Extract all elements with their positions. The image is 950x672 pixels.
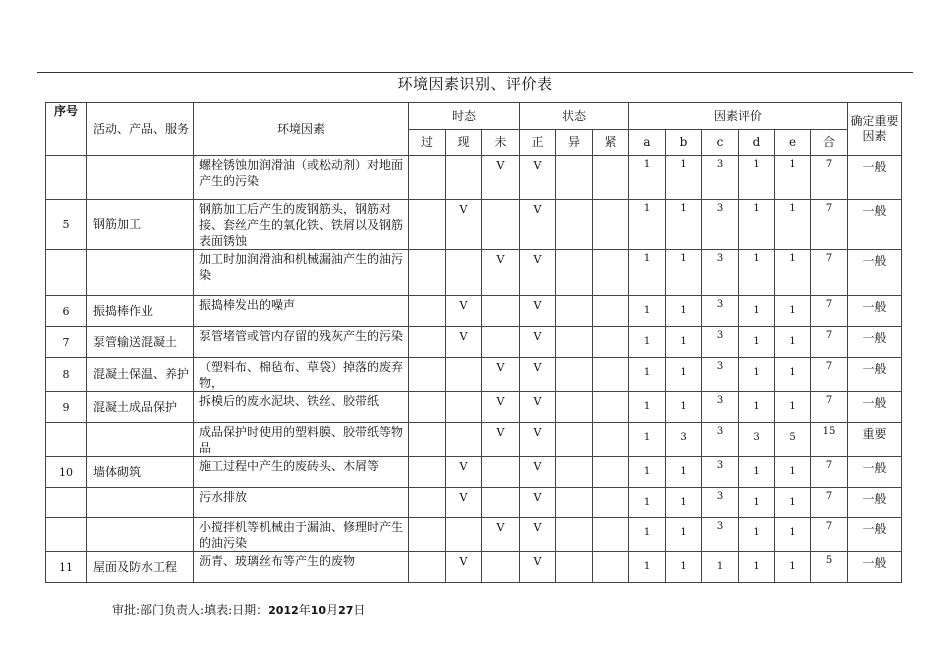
row-future: [482, 200, 520, 250]
table-row: [46, 392, 902, 423]
row-seq: [46, 423, 87, 457]
row-result: 一般: [848, 518, 902, 552]
row-normal: V: [520, 327, 556, 358]
row-result: 一般: [848, 200, 902, 250]
row-future: V: [482, 358, 520, 392]
header-state-abnormal: 异: [556, 130, 593, 156]
header-activity: 活动、产品、服务: [87, 103, 194, 156]
row-score-d: 1: [739, 296, 775, 327]
table-row: [46, 488, 902, 518]
row-abnormal: [556, 518, 593, 552]
row-activity: 钢筋加工: [87, 200, 194, 250]
row-result: 重要: [848, 423, 902, 457]
row-score-a: 1: [629, 423, 666, 457]
row-score-e: 1: [775, 250, 811, 296]
row-emergency: [593, 392, 629, 423]
footer-month: 10: [310, 604, 327, 617]
row-emergency: [593, 200, 629, 250]
row-future: [482, 552, 520, 583]
row-future: V: [482, 250, 520, 296]
row-emergency: [593, 552, 629, 583]
row-result: 一般: [848, 296, 902, 327]
row-seq: [46, 250, 87, 296]
row-abnormal: [556, 392, 593, 423]
row-seq: [46, 488, 87, 518]
row-score-total: 7: [811, 200, 848, 250]
row-present: V: [446, 488, 482, 518]
row-present: V: [446, 457, 482, 488]
row-score-c: 3: [702, 392, 739, 423]
row-normal: V: [520, 518, 556, 552]
row-past: [409, 296, 446, 327]
header-eval-b: b: [666, 130, 702, 156]
row-past: [409, 423, 446, 457]
row-score-d: 1: [739, 200, 775, 250]
table-row: [46, 423, 902, 457]
row-score-a: 1: [629, 358, 666, 392]
row-abnormal: [556, 156, 593, 200]
row-activity: 泵管输送混凝土: [87, 327, 194, 358]
row-present: [446, 250, 482, 296]
row-activity: 混凝土保温、养护: [87, 358, 194, 392]
table-row: [46, 200, 902, 250]
row-abnormal: [556, 552, 593, 583]
row-score-total: 7: [811, 488, 848, 518]
table-row: [46, 457, 902, 488]
row-score-d: 1: [739, 156, 775, 200]
row-factor: 小搅拌机等机械由于漏油、修理时产生的油污染: [194, 518, 409, 552]
row-score-c: 1: [702, 552, 739, 583]
row-score-b: 1: [666, 296, 702, 327]
row-activity: [87, 423, 194, 457]
row-score-c: 3: [702, 423, 739, 457]
row-score-b: 1: [666, 457, 702, 488]
row-abnormal: [556, 200, 593, 250]
footer: [112, 601, 365, 618]
header-eval-d: d: [739, 130, 775, 156]
header-importance: 确定重要因素: [848, 103, 902, 156]
row-abnormal: [556, 250, 593, 296]
row-score-total: 15: [811, 423, 848, 457]
row-past: [409, 392, 446, 423]
row-factor: 钢筋加工后产生的废钢筋头，钢筋对接、套丝产生的氧化铁、铁屑以及钢筋表面锈蚀: [194, 200, 409, 250]
row-score-a: 1: [629, 488, 666, 518]
row-score-d: 3: [739, 423, 775, 457]
row-score-e: 1: [775, 296, 811, 327]
row-score-b: 1: [666, 358, 702, 392]
row-score-a: 1: [629, 552, 666, 583]
header-tense-past: 过: [409, 130, 446, 156]
row-score-e: 1: [775, 200, 811, 250]
row-past: [409, 327, 446, 358]
row-past: [409, 358, 446, 392]
row-score-total: 7: [811, 156, 848, 200]
row-score-b: 1: [666, 518, 702, 552]
row-future: V: [482, 156, 520, 200]
row-score-c: 3: [702, 250, 739, 296]
row-future: V: [482, 392, 520, 423]
row-score-d: 1: [739, 392, 775, 423]
table-row: [46, 250, 902, 296]
row-score-e: 1: [775, 156, 811, 200]
table-body: [46, 156, 902, 583]
row-score-total: 7: [811, 518, 848, 552]
row-future: [482, 488, 520, 518]
row-score-total: 7: [811, 457, 848, 488]
row-score-b: 1: [666, 488, 702, 518]
row-score-b: 1: [666, 327, 702, 358]
row-activity: 屋面及防水工程: [87, 552, 194, 583]
footer-day: 27: [338, 604, 354, 617]
row-abnormal: [556, 488, 593, 518]
row-past: [409, 552, 446, 583]
row-emergency: [593, 488, 629, 518]
row-score-a: 1: [629, 200, 666, 250]
row-factor: 施工过程中产生的废砖头、木屑等: [194, 457, 409, 488]
row-score-e: 1: [775, 392, 811, 423]
row-seq: [46, 156, 87, 200]
row-seq: 9: [46, 392, 87, 423]
row-score-d: 1: [739, 552, 775, 583]
header-eval-e: e: [775, 130, 811, 156]
row-score-d: 1: [739, 250, 775, 296]
row-result: 一般: [848, 358, 902, 392]
row-seq: [46, 518, 87, 552]
table-row: [46, 518, 902, 552]
row-score-c: 3: [702, 457, 739, 488]
row-seq: 10: [46, 457, 87, 488]
row-score-e: 5: [775, 423, 811, 457]
header-state-emergency: 紧: [593, 130, 629, 156]
row-score-e: 1: [775, 358, 811, 392]
row-score-total: 7: [811, 296, 848, 327]
row-abnormal: [556, 358, 593, 392]
row-past: [409, 457, 446, 488]
row-score-a: 1: [629, 518, 666, 552]
row-normal: V: [520, 156, 556, 200]
row-factor: 螺栓锈蚀加润滑油（或松动剂）对地面产生的污染: [194, 156, 409, 200]
row-result: 一般: [848, 552, 902, 583]
row-score-d: 1: [739, 358, 775, 392]
row-score-e: 1: [775, 327, 811, 358]
row-score-total: 7: [811, 250, 848, 296]
row-factor: 成品保护时使用的塑料膜、胶带纸等物品: [194, 423, 409, 457]
header-factor: 环境因素: [194, 103, 409, 156]
row-result: 一般: [848, 156, 902, 200]
row-score-b: 1: [666, 392, 702, 423]
row-future: V: [482, 518, 520, 552]
footer-approve: 审批:部门负责人:填表:日期：: [112, 603, 269, 617]
row-normal: V: [520, 358, 556, 392]
table-row: [46, 156, 902, 200]
row-activity: [87, 156, 194, 200]
row-abnormal: [556, 457, 593, 488]
row-score-a: 1: [629, 457, 666, 488]
row-score-e: 1: [775, 488, 811, 518]
evaluation-table: [45, 102, 902, 583]
row-present: [446, 423, 482, 457]
row-emergency: [593, 423, 629, 457]
row-seq: 7: [46, 327, 87, 358]
row-future: [482, 296, 520, 327]
row-score-b: 1: [666, 156, 702, 200]
row-score-total: 7: [811, 358, 848, 392]
row-present: V: [446, 200, 482, 250]
row-emergency: [593, 250, 629, 296]
footer-year: 2012: [268, 604, 299, 617]
row-activity: [87, 488, 194, 518]
row-result: 一般: [848, 327, 902, 358]
header-eval-total: 合: [811, 130, 848, 156]
row-score-total: 7: [811, 327, 848, 358]
header-tense-future: 未: [482, 130, 520, 156]
row-score-a: 1: [629, 296, 666, 327]
row-score-c: 3: [702, 296, 739, 327]
row-score-total: 7: [811, 392, 848, 423]
row-seq: 8: [46, 358, 87, 392]
header-state: 状态: [520, 103, 629, 130]
row-score-b: 1: [666, 552, 702, 583]
row-score-e: 1: [775, 518, 811, 552]
table-row: [46, 358, 902, 392]
row-emergency: [593, 518, 629, 552]
row-result: 一般: [848, 457, 902, 488]
row-present: V: [446, 552, 482, 583]
row-score-c: 3: [702, 327, 739, 358]
row-score-c: 3: [702, 200, 739, 250]
row-past: [409, 250, 446, 296]
footer-month-label: 月: [326, 603, 339, 617]
row-emergency: [593, 156, 629, 200]
row-score-a: 1: [629, 392, 666, 423]
row-past: [409, 488, 446, 518]
row-score-c: 3: [702, 358, 739, 392]
row-score-d: 1: [739, 457, 775, 488]
row-score-d: 1: [739, 518, 775, 552]
row-normal: V: [520, 296, 556, 327]
row-emergency: [593, 358, 629, 392]
footer-year-label: 年: [298, 603, 311, 617]
row-activity: [87, 518, 194, 552]
row-score-b: 3: [666, 423, 702, 457]
header-tense-present: 现: [446, 130, 482, 156]
row-score-a: 1: [629, 327, 666, 358]
row-result: 一般: [848, 392, 902, 423]
row-normal: V: [520, 423, 556, 457]
row-score-e: 1: [775, 552, 811, 583]
row-past: [409, 200, 446, 250]
row-normal: V: [520, 457, 556, 488]
row-score-c: 3: [702, 488, 739, 518]
row-abnormal: [556, 296, 593, 327]
row-present: [446, 392, 482, 423]
row-score-a: 1: [629, 156, 666, 200]
row-abnormal: [556, 327, 593, 358]
row-present: [446, 156, 482, 200]
row-emergency: [593, 327, 629, 358]
row-factor: 拆模后的废水泥块、铁丝、胶带纸: [194, 392, 409, 423]
row-factor: （塑料布、棉毡布、草袋）掉落的废弃物，: [194, 358, 409, 392]
row-future: [482, 327, 520, 358]
row-normal: V: [520, 250, 556, 296]
row-emergency: [593, 457, 629, 488]
header-eval-a: a: [629, 130, 666, 156]
row-normal: V: [520, 488, 556, 518]
header-seq: 序号: [46, 103, 87, 156]
row-score-d: 1: [739, 488, 775, 518]
row-present: V: [446, 327, 482, 358]
table-row: [46, 552, 902, 583]
row-activity: 混凝土成品保护: [87, 392, 194, 423]
page-title: 环境因素识别、评价表: [397, 75, 553, 93]
row-future: V: [482, 423, 520, 457]
row-seq: 6: [46, 296, 87, 327]
row-activity: [87, 250, 194, 296]
row-abnormal: [556, 423, 593, 457]
row-present: V: [446, 296, 482, 327]
row-factor: 污水排放: [194, 488, 409, 518]
row-present: [446, 518, 482, 552]
row-seq: 11: [46, 552, 87, 583]
row-emergency: [593, 296, 629, 327]
row-seq: 5: [46, 200, 87, 250]
row-normal: V: [520, 392, 556, 423]
row-factor: 加工时加润滑油和机械漏油产生的油污染: [194, 250, 409, 296]
row-factor: 沥青、玻璃丝布等产生的废物: [194, 552, 409, 583]
row-past: [409, 518, 446, 552]
row-normal: V: [520, 200, 556, 250]
row-present: [446, 358, 482, 392]
row-result: 一般: [848, 488, 902, 518]
row-score-c: 3: [702, 156, 739, 200]
row-factor: 泵管堵管或管内存留的残灰产生的污染: [194, 327, 409, 358]
header-evaluation: 因素评价: [629, 103, 848, 130]
row-normal: V: [520, 552, 556, 583]
table-row: [46, 327, 902, 358]
row-activity: 墙体砌筑: [87, 457, 194, 488]
header-tense: 时态: [409, 103, 520, 130]
row-result: 一般: [848, 250, 902, 296]
row-factor: 振捣棒发出的噪声: [194, 296, 409, 327]
row-score-c: 3: [702, 518, 739, 552]
row-score-total: 5: [811, 552, 848, 583]
row-score-e: 1: [775, 457, 811, 488]
row-score-d: 1: [739, 327, 775, 358]
header-eval-c: c: [702, 130, 739, 156]
footer-day-label: 日: [353, 603, 366, 617]
row-past: [409, 156, 446, 200]
row-score-b: 1: [666, 200, 702, 250]
row-activity: 振捣棒作业: [87, 296, 194, 327]
table-row: [46, 296, 902, 327]
header-state-normal: 正: [520, 130, 556, 156]
row-score-b: 1: [666, 250, 702, 296]
row-score-a: 1: [629, 250, 666, 296]
row-future: [482, 457, 520, 488]
